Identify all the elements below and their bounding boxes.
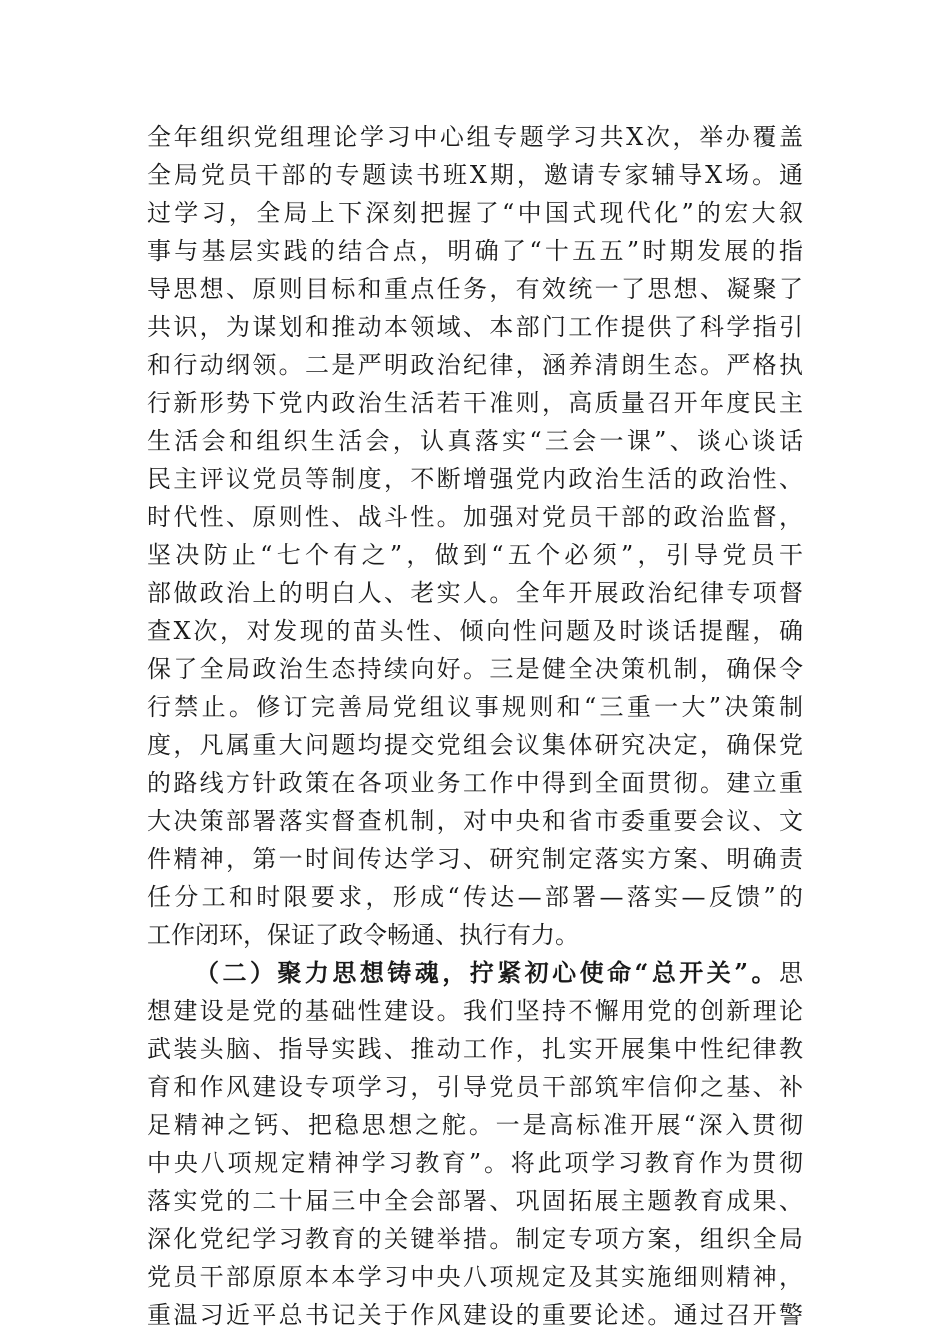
section-heading-tail: 思	[779, 959, 803, 987]
text-line: 查X次，对发现的苗头性、倾向性问题及时谈话提醒，确	[147, 617, 803, 645]
text-line: 行禁止。修订完善局党组议事规则和“三重一大”决策制	[147, 693, 803, 721]
text-line: 的路线方针政策在各项业务工作中得到全面贯彻。建立重	[147, 769, 803, 797]
text-line: 坚决防止“七个有之”，做到“五个必须”，引导党员干	[147, 541, 803, 569]
text-line: 育和作风建设专项学习，引导党员干部筑牢信仰之基、补	[147, 1073, 803, 1101]
text-line: 件精神，第一时间传达学习、研究制定落实方案、明确责	[147, 845, 803, 873]
text-line: 足精神之钙、把稳思想之舵。一是高标准开展“深入贯彻	[147, 1111, 803, 1139]
text-line: 大决策部署落实督查机制，对中央和省市委重要会议、文	[147, 807, 803, 835]
text-line: 过学习，全局上下深刻把握了“中国式现代化”的宏大叙	[147, 199, 803, 227]
text-line: 和行动纲领。二是严明政治纪律，涵养清朗生态。严格执	[147, 351, 803, 379]
section-heading: （二）聚力思想铸魂，拧紧初心使命“总开关”。	[195, 958, 779, 987]
text-line: 行新形势下党内政治生活若干准则，高质量召开年度民主	[147, 389, 803, 417]
text-line: 深化党纪学习教育的关键举措。制定专项方案，组织全局	[147, 1225, 803, 1253]
text-line: 重温习近平总书记关于作风建设的重要论述。通过召开警	[147, 1301, 803, 1329]
text-line: 生活会和组织生活会，认真落实“三会一课”、谈心谈话	[147, 427, 803, 455]
text-line: 工作闭环，保证了政令畅通、执行有力。	[147, 921, 579, 949]
text-line: 党员干部原原本本学习中央八项规定及其实施细则精神，	[147, 1263, 803, 1291]
text-line: 想建设是党的基础性建设。我们坚持不懈用党的创新理论	[147, 997, 803, 1025]
text-line: 导思想、原则目标和重点任务，有效统一了思想、凝聚了	[147, 275, 803, 303]
text-line: 武装头脑、指导实践、推动工作，扎实开展集中性纪律教	[147, 1035, 803, 1063]
text-line: 落实党的二十届三中全会部署、巩固拓展主题教育成果、	[147, 1187, 803, 1215]
text-line: 民主评议党员等制度，不断增强党内政治生活的政治性、	[147, 465, 803, 493]
text-line: 共识，为谋划和推动本领域、本部门工作提供了科学指引	[147, 313, 803, 341]
text-line: 全局党员干部的专题读书班X期，邀请专家辅导X场。通	[147, 161, 803, 189]
text-line: 全年组织党组理论学习中心组专题学习共X次，举办覆盖	[147, 123, 803, 151]
text-line: 任分工和时限要求，形成“传达—部署—落实—反馈”的	[147, 883, 803, 911]
text-line: 度，凡属重大问题均提交党组会议集体研究决定，确保党	[147, 731, 803, 759]
text-line: 保了全局政治生态持续向好。三是健全决策机制，确保令	[147, 655, 803, 683]
text-line: 部做政治上的明白人、老实人。全年开展政治纪律专项督	[147, 579, 803, 607]
section-heading-line	[195, 954, 803, 992]
text-line: 时代性、原则性、战斗性。加强对党员干部的政治监督，	[147, 503, 803, 531]
text-line: 事与基层实践的结合点，明确了“十五五”时期发展的指	[147, 237, 803, 265]
text-line: 中央八项规定精神学习教育”。将此项学习教育作为贯彻	[147, 1149, 803, 1177]
